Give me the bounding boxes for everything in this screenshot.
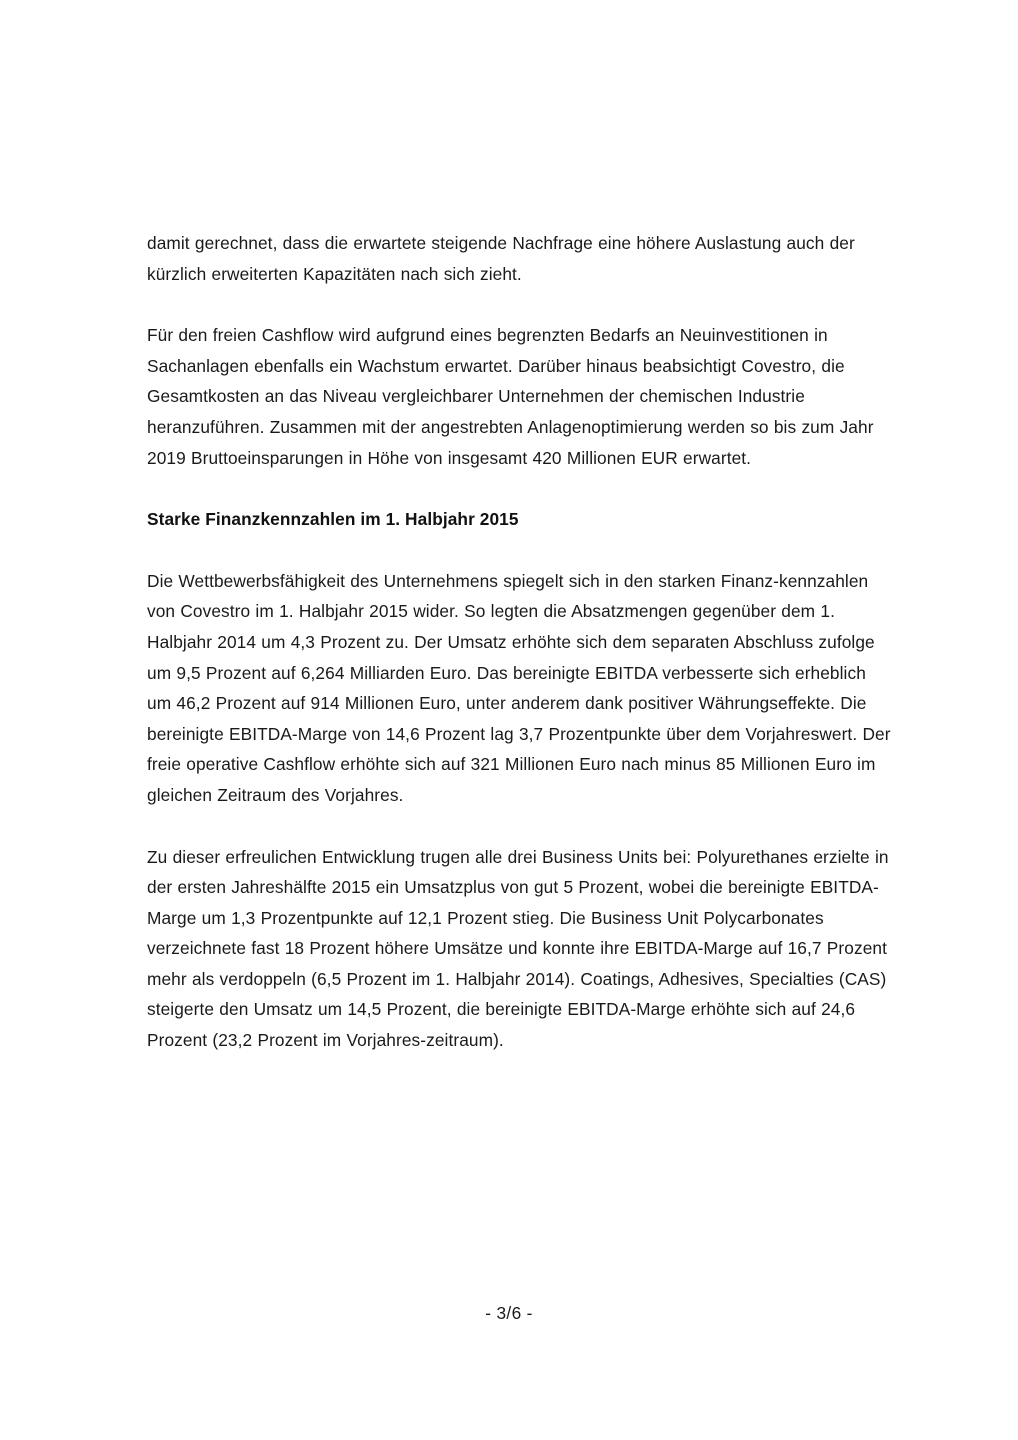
section-heading-financial-figures: Starke Finanzkennzahlen im 1. Halbjahr 2015: [147, 509, 519, 530]
page-number-footer: - 3/6 -: [485, 1303, 533, 1323]
paragraph-demand-capacity: damit gerechnet, dass die erwartete steigende Nachfrage eine höhere Auslastung auch der kürzlich erweiterten Kapazitäten nach sich zieht.: [147, 233, 855, 284]
document-body: [147, 228, 892, 1056]
paragraph-financial-figures: Die Wettbewerbsfähigkeit des Unternehmens spiegelt sich in den starken Finanz-kennzahlen von Covestro im 1. Halbjahr 2015 wider. So legten die Absatzmengen gegenüber dem 1. Halbjahr 2014 um 4,3 Prozent zu. Der Umsatz erhöhte sich dem separaten Abschluss zufolge um 9,5 Prozent auf 6,264 Milliarden Euro. Das bereinigte EBITDA verbesserte sich erheblich um 46,2 Prozent auf 914 Millionen Euro, unter anderem dank positiver Währungseffekte. Die bereinigte EBITDA-Marge von 14,6 Prozent lag 3,7 Prozentpunkte über dem Vorjahreswert. Der freie operative Cashflow erhöhte sich auf 321 Millionen Euro nach minus 85 Millionen Euro im gleichen Zeitraum des Vorjahres.: [147, 570, 891, 805]
paragraph-free-cashflow: Für den freien Cashflow wird aufgrund eines begrenzten Bedarfs an Neuinvestitionen in Sachanlagen ebenfalls ein Wachstum erwartet. Darüber hinaus beabsichtigt Covestro, die Gesamtkosten an das Niveau vergleichbarer Unternehmen der chemischen Industrie heranzuführen. Zusammen mit der angestrebten Anlagenoptimierung werden so bis zum Jahr 2019 Bruttoeinsparungen in Höhe von insgesamt 420 Millionen EUR erwartet.: [147, 325, 874, 468]
paragraph-business-units: Zu dieser erfreulichen Entwicklung trugen alle drei Business Units bei: Polyurethanes erzielte in der ersten Jahreshälfte 2015 ein Umsatzplus von gut 5 Prozent, wobei die bereinigte EBITDA-Marge um 1,3 Prozentpunkte auf 12,1 Prozent stieg. Die Business Unit Polycarbonates verzeichnete fast 18 Prozent höhere Umsätze und konnte ihre EBITDA-Marge auf 16,7 Prozent mehr als verdoppeln (6,5 Prozent im 1. Halbjahr 2014). Coatings, Adhesives, Specialties (CAS) steigerte den Umsatz um 14,5 Prozent, die bereinigte EBITDA-Marge erhöhte sich auf 24,6 Prozent (23,2 Prozent im Vorjahres-zeitraum).: [147, 846, 889, 1051]
